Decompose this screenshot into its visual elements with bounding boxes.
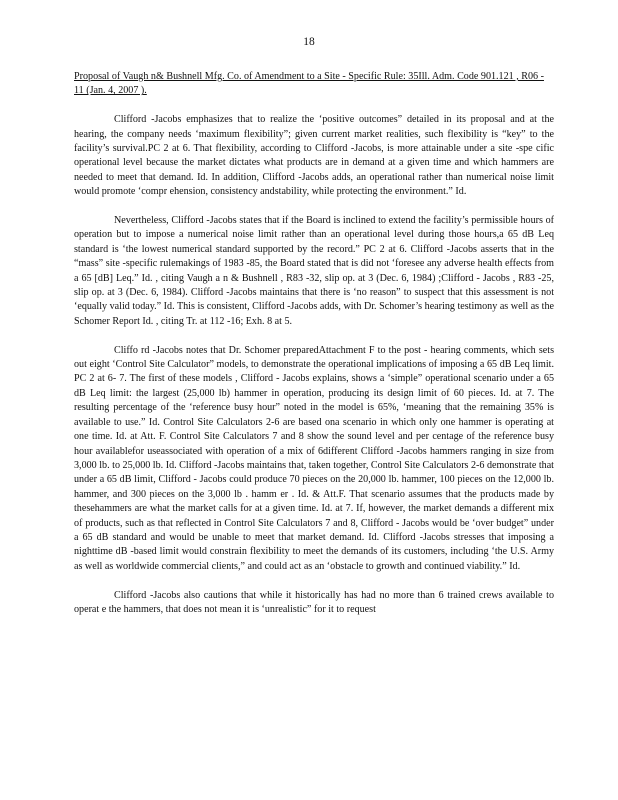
paragraph: Cliffo rd -Jacobs notes that Dr. Schomer preparedAttachment F to the post - hearing comments, which sets out eight ‘Control Site Calculator” models, to demonstrate the operational implications of imposing a 65 dB Leq limit. PC 2 at 6- 7. The first of these models , Clifford - Jacobs explains, shows a ‘simple” operational scenario under a 65 dB Leq limit: the largest (25,000 lb) hammer in operation, producing its design limit of 60 pieces. Id. at 7. The resulting percentage of the ‘reference busy hour” noted in the model is 65%, ‘meaning that the remaining 35% is available to use.” Id. Control Site Calculators 2-6 are based ona scenario in which only one hammer is operating at one time. Id. at Att. F. Control Site Calculators 7 and 8 show the sound level and per centage of the reference busy hour availablefor useassociated with operation of a mix of 6different Clifford -Jacobs hammers ranging in size from 3,000 lb. to 25,000 lb. Id. Clifford -Jacobs maintains that, taken together, Control Site Calculators 2-6 demonstrate that under a 65 dB limit, Clifford - Jacobs could produce 70 pieces on the 20,000 lb. hammer, 100 pieces on the 12,000 lb. hammer, and 300 pieces on the 3,000 lb . hamm er . Id. & Att.F. That scenario assumes that the products made by thesehammers are what the market calls for at a given time. Id. at 7. If, however, the market demands a different mix of products, such as that reflected in Control Site Calculators 7 and 8, Clifford - Jacobs would be ‘over budget” under a 65 dB standard and would be unable to meet that market demand. Id. Clifford -Jacobs stresses that imposing a nighttime dB -based limit would constrain flexibility to meet the demands of its customers, including ‘the U.S. Army as well as worldwide commercial clients,” and could act as an ‘obstacle to growth and continued viability.” Id. (74, 344, 554, 572)
page-number: 18 (303, 36, 315, 48)
paragraph: Clifford -Jacobs also cautions that while it historically has had no more than 6 trained crews available to operat e the hammers, that does not mean it is ‘unrealistic” for it to request (74, 589, 554, 615)
paragraph: Nevertheless, Clifford -Jacobs states that if the Board is inclined to extend the facility’s permissible hours of operation but to impose a numerical noise limit rather than an operational level during those hours,a 65 dB Leq standard is ‘the lowest numerical standard supported by the record.” PC 2 at 6. Clifford -Jacobs asserts that in the “mass” site -specific rulemakings of 1983 -85, the Board stated that is did not ‘foresee any adverse health effects from a 65 [dB] Leq.” Id. , citing Vaugh a n & Bushnell , R83 -32, slip op. at 3 (Dec. 6, 1984) ;Clifford - Jacobs , R83 -25, slip op. at 3 (Dec. 6, 1984). Clifford -Jacobs maintains that there is ‘no reason” to suspect that this assessment is not ‘equally valid today.” Id. This is consistent, Clifford -Jacobs adds, with Dr. Schomer’s hearing testimony as well as the Schomer Report Id. , citing Tr. at 112 -16; Exh. 8 at 5. (74, 215, 554, 327)
case-caption: Proposal of Vaugh n& Bushnell Mfg. Co. of Amendment to a Site - Specific Rule: 35Ill. Adm. Code 901.121 , R06 - 11 (Jan. 4, 2007 ). (74, 71, 544, 97)
paragraph: Clifford -Jacobs emphasizes that to realize the ‘positive outcomes” detailed in its proposal and at the hearing, the company needs ‘maximum flexibility”; given current market realities, such flexibility is “key” to the facility’s survival.PC 2 at 6. That flexibility, according to Clifford -Jacobs, is more attainable under a site -spe cific operational level because the market dictates what products are in demand at a given time and which hammers are needed to meet that demand. Id. In addition, Clifford -Jacobs adds, an operational rather than numerical noise limit would promote ‘compr ehension, consistency andstability, while protecting the environment.” Id. (74, 114, 554, 198)
document-body (74, 70, 554, 617)
